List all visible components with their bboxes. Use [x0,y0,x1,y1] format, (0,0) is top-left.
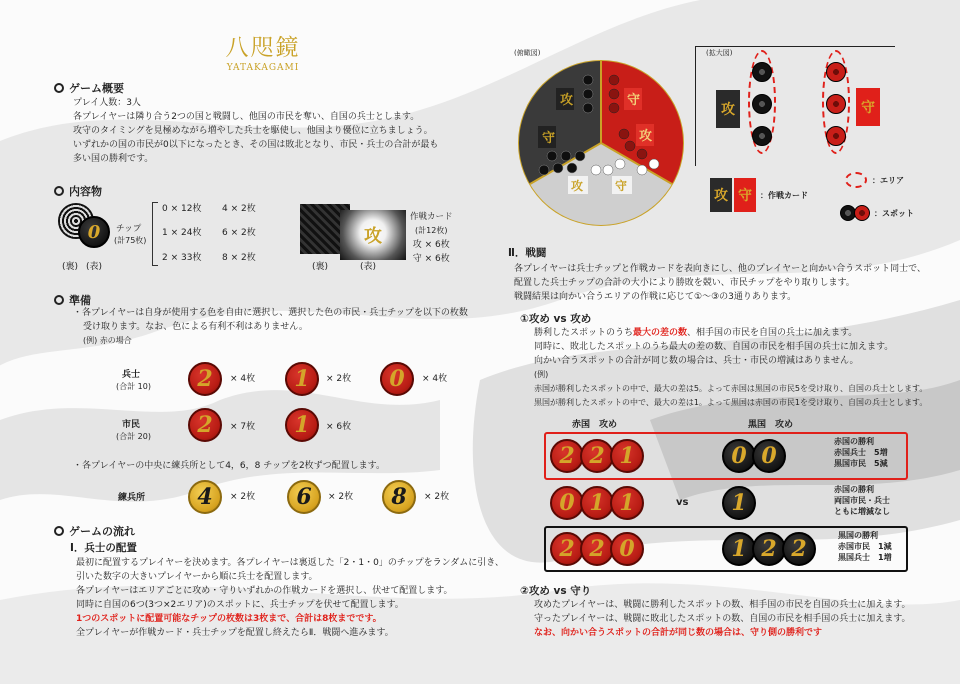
case1-line [534,326,927,340]
citizen-total: (合計 20) [116,432,151,441]
battle-intro [514,262,926,304]
prep-line: 受け取ります。なお、色による有利不利はありません。 [83,322,308,332]
case1-line: 同時に、敗北したスポットのうち最大の差の数、自国の市民を相手国の兵士に加えます。 [534,342,894,352]
overview-diagram-label: (俯瞰図) [514,49,541,57]
chip-label: チップ [116,224,142,234]
battle-heading: Ⅱ．戦闘 [508,247,547,259]
card-defend-count: 守 × 6枚 [412,254,450,264]
case2-body [534,598,910,640]
card-label: 作戦カード [410,212,453,222]
bracket [152,202,158,266]
red-example-chip: 0 [610,532,644,566]
chip-count: 4 × 2枚 [222,204,256,214]
card-front-image [340,210,406,260]
overview-title: ゲーム概要 [69,82,124,95]
prep-example: (例) 赤の場合 [83,336,132,345]
overview-attack-mark: 攻 [571,179,584,193]
barracks-label: 練兵所 [118,493,146,503]
black-example-chip: 2 [782,532,816,566]
attack-card: 攻 [716,90,740,128]
flow-line: 全プレイヤーが作戦カード・兵士チップを配置し終えたらⅡ．戦闘へ進みます。 [76,628,394,638]
legend-area-icon [845,172,867,188]
case1-highlight: 最大の差の数 [633,328,688,338]
battle-intro-line: 各プレイヤーは兵士チップと作戦カードを表向きにし、他のプレイヤーと向かい合うスポット同士で、 [514,264,926,274]
row-result-line: 赤国市民 1減 [838,542,892,551]
overview-attack-mark: 攻 [639,129,653,144]
soldier-chip-count: × 2枚 [326,374,352,384]
barracks-chip: 4 [188,480,222,514]
barracks-chip-count: × 2枚 [328,492,354,502]
legend-area-text: ：エリア [872,176,904,185]
flow-subheading: Ⅰ．兵士の配置 [70,542,137,554]
barracks-chip: 8 [382,480,416,514]
black-example-chip: 1 [722,532,756,566]
row-result-line: 黒国兵士 1増 [838,553,892,562]
prep-title: 準備 [69,294,91,307]
case2-warning: なお、向かい合うスポットの合計が同じ数の場合は、守り側の勝利です [534,628,823,638]
legend-card-text: ：作戦カード [760,191,808,200]
battle-intro-line: 戦闘結果は向かい合うエリアの作戦に応じて①～③の3通りあります。 [514,292,797,302]
soldier-label: 兵士 [122,370,141,380]
example-line: 赤国が勝利したスポットの中で、最大の差は5。よって赤国は黒国の市民5を受け取り、自国の兵士とします。 [534,384,928,393]
red-example-chip: 0 [550,486,584,520]
col-black-header: 黒国 攻め [748,420,794,430]
soldier-chip-count: × 4枚 [422,374,448,384]
black-example-chip: 2 [752,532,786,566]
red-example-chip: 1 [610,486,644,520]
defend-card: 守 [856,88,880,126]
row-result-line: 赤国の勝利 [834,485,874,494]
card-info [410,210,453,266]
chip-count: 2 × 33枚 [162,253,202,263]
red-example-chip: 1 [610,439,644,473]
chip-total: (計75枚) [114,236,147,245]
soldier-chip: 2 [188,362,222,396]
flow-heading [54,523,135,539]
case2-line: 攻めたプレイヤーは、戦闘に勝利したスポットの数、相手国の市民を自国の兵士に加えます。 [534,600,911,610]
zoom-diagram-label: (拡大図) [706,49,733,57]
flow-line: 引いた数字の大きいプレイヤーから順に兵士を配置します。 [76,572,318,582]
citizen-chip-count: × 6枚 [326,422,352,432]
battle-intro-line: 配置した兵士チップの合計の大小により勝敗を競い、市民チップをやり取りします。 [514,278,855,288]
red-example-chip: 2 [550,439,584,473]
logo-kanji: 八咫鏡 [225,35,301,61]
case1-body [534,326,927,410]
prep-body [73,306,468,348]
overview-line: いずれかの国の市民が0以下になったとき、その国は敗北となり、市民・兵士の合計が最も [73,140,439,150]
row-result [838,530,892,563]
overview-defend-mark: 守 [542,131,556,146]
row-result-line: 赤国の勝利 [834,437,874,446]
barracks-chip-count: × 2枚 [230,492,256,502]
barracks-chip-count: × 2枚 [424,492,450,502]
flow-title: ゲームの流れ [69,525,135,538]
barracks-note: ・各プレイヤーの中央に練兵所として4，6，8 チップを2枚ずつ配置します。 [73,461,385,471]
black-spot [752,62,772,82]
logo-romaji: YATAKAGAMI [226,63,300,73]
contents-heading [54,183,102,199]
black-example-chip: 0 [722,439,756,473]
flow-line: 各プレイヤーはエリアごとに攻め・守りいずれかの作戦カードを選択し、伏せて配置します。 [76,586,453,596]
chip-count: 8 × 2枚 [222,253,256,263]
case2-heading: ②攻め vs 守り [520,585,592,597]
chip-front-image: 0 [78,216,110,248]
overview-line: プレイ人数：3人 [73,98,141,108]
red-spot [826,62,846,82]
card-front-label: (表) [360,262,377,272]
chip-count: 6 × 2枚 [222,228,256,238]
black-example-chip: 1 [722,486,756,520]
citizen-chip: 2 [188,408,222,442]
flow-line: 同時に自国の6つ(3つ×2エリア)のスポットに、兵士チップを伏せて配置します。 [76,600,404,610]
overview-body [73,96,438,166]
circle-bullet-icon [54,526,64,536]
card-front-symbol: 攻 [364,226,382,247]
chip-count: 1 × 24枚 [162,228,202,238]
circle-bullet-icon [54,83,64,93]
vs-label: vs [676,497,689,508]
board-overview-diagram [516,58,686,228]
legend-spot-text: ：スポット [874,209,914,218]
row-result [834,484,890,517]
flow-warning: 1つのスポットに配置可能なチップの枚数は3枚まで、合計は8枚までです。 [76,614,382,624]
red-example-chip: 2 [580,439,614,473]
overview-line: 各プレイヤーは隣り合う2つの国と戦闘し、他国の市民を奪い、自国の兵士とします。 [73,112,420,122]
black-example-chip: 0 [752,439,786,473]
col-red-header: 赤国 攻め [572,420,618,430]
legend-attack-card: 攻 [710,178,732,212]
flow-body [76,556,504,640]
barracks-chip: 6 [287,480,321,514]
case1-heading: ①攻め vs 攻め [520,313,592,325]
citizen-chip-count: × 7枚 [230,422,256,432]
black-spot [752,126,772,146]
row-result-line: ともに増減なし [834,507,890,516]
logo [208,34,318,74]
overview-line: 攻守のタイミングを見極めながら増やした兵士を駆使し、他国より優位に立ちましょう。 [73,126,433,136]
row-result [834,436,888,469]
overview-attack-mark: 攻 [560,93,574,108]
overview-defend-mark: 守 [627,93,641,108]
overview-defend-mark: 守 [615,179,628,193]
red-spot [826,126,846,146]
case2-line: 守ったプレイヤーは、戦闘に敗北したスポットの数、自国の市民を相手国の兵士に加えます。 [534,614,911,624]
example-line: 黒国が勝利したスポットの中で、最大の差は1。よって黒国は赤国の市民1を受け取り、自国の兵士とします。 [534,398,928,407]
soldier-chip-count: × 4枚 [230,374,256,384]
divider [695,46,696,166]
citizen-label: 市民 [122,420,141,430]
black-spot [752,94,772,114]
circle-bullet-icon [54,295,64,305]
case1-text: 勝利したスポットのうち [534,328,634,338]
soldier-chip: 0 [380,362,414,396]
circle-bullet-icon [54,186,64,196]
citizen-chip: 1 [285,408,319,442]
card-total: (計12枚) [415,226,448,235]
overview-heading [54,80,124,96]
soldier-chip: 1 [285,362,319,396]
red-example-chip: 2 [580,532,614,566]
case1-text: 、相手国の市民を自国の兵士に加えます。 [687,328,858,338]
row-result-line: 黒国市民 5減 [834,459,888,468]
overview-line: 多い国の勝利です。 [73,154,154,164]
row-result-line: 両国市民・兵士 [834,496,890,505]
row-result-line: 黒国の勝利 [838,531,878,540]
example-label: (例) [534,370,549,379]
chip-back-label: (裏) [62,262,79,272]
red-spot [826,94,846,114]
soldier-total: (合計 10) [116,382,151,391]
card-back-label: (裏) [312,262,329,272]
legend-defend-card: 守 [734,178,756,212]
row-result-line: 赤国兵士 5増 [834,448,888,457]
card-attack-count: 攻 × 6枚 [412,240,450,250]
flow-line: 最初に配置するプレイヤーを決めます。各プレイヤーは裏返した「2・1・0」のチップをランダムに引き、 [76,558,504,568]
red-example-chip: 1 [580,486,614,520]
legend-red-spot [854,205,870,221]
red-example-chip: 2 [550,532,584,566]
contents-title: 内容物 [69,185,102,198]
prep-line: ・各プレイヤーは自身が使用する色を自由に選択し、選択した色の市民・兵士チップを以下の枚数 [73,308,468,318]
chip-front-label: (表) [86,262,103,272]
case1-line: 向かい合うスポットの合計が同じ数の場合は、兵士・市民の増減はありません。 [534,356,859,366]
chip-count: 0 × 12枚 [162,204,202,214]
